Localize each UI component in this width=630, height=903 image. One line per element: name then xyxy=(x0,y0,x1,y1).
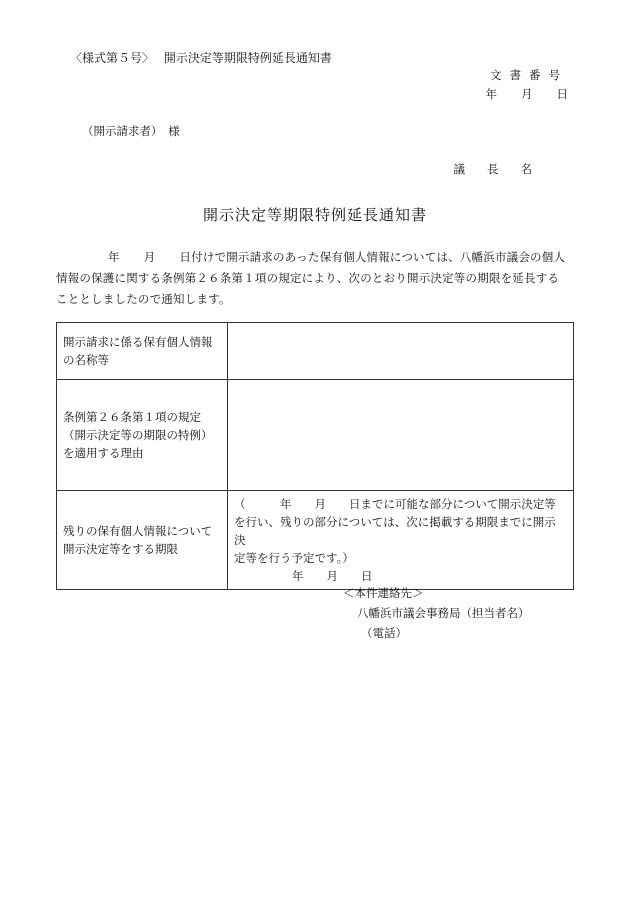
contact-phone: （電話） xyxy=(361,626,407,640)
body-year: 年 xyxy=(108,250,120,264)
row3-value xyxy=(228,491,574,590)
row3-line3: 定等を行う予定です。） xyxy=(234,551,354,565)
body-line2: 情報の保護に関する条例第２６条第１項の規定により、次のとおり開示決定等の期限を延長する xyxy=(56,271,560,285)
contact-office: 八幡浜市議会事務局（担当者名） xyxy=(357,606,530,620)
table-row xyxy=(57,323,574,380)
row3-date: 年 月 日 xyxy=(292,569,373,583)
row2-value xyxy=(228,380,574,491)
table-row xyxy=(57,491,574,590)
document-title: 開示決定等期限特例延長通知書 xyxy=(202,206,427,224)
row2-label: 条例第２６条第１項の規定（開示決定等の期限の特例）を適用する理由 xyxy=(57,380,228,491)
row3-label: 残りの保有個人情報について開示決定等をする期限 xyxy=(57,491,228,590)
contact-block xyxy=(343,583,530,643)
chair-name: 議長名 xyxy=(453,162,554,176)
row3-line1: （ 年 月 日までに可能な部分について開示決定等 xyxy=(234,497,556,511)
info-table xyxy=(56,322,574,590)
contact-heading: ＜本件連絡先＞ xyxy=(343,586,424,600)
document-number: 文書番号 xyxy=(490,68,568,82)
form-label: 〈様式第５号〉 開示決定等期限特例延長通知書 xyxy=(70,51,332,65)
addressee: （開示請求者） 様 xyxy=(82,124,180,138)
body-line1: 日付けで開示請求のあった保有個人情報については、八幡浜市議会の個人 xyxy=(179,250,566,264)
body-line3: こととしましたので通知します。 xyxy=(56,292,231,306)
body-paragraph xyxy=(56,247,576,310)
date-month: 月 xyxy=(521,87,533,101)
table-row xyxy=(57,380,574,491)
row1-label: 開示請求に係る保有個人情報の名称等 xyxy=(57,323,228,380)
date-day: 日 xyxy=(556,87,568,101)
document-date xyxy=(486,86,569,102)
body-month: 月 xyxy=(143,250,156,264)
date-year: 年 xyxy=(485,87,497,101)
row1-value xyxy=(228,323,574,380)
row3-line2: を行い、残りの部分については、次に掲載する期限までに開示決 xyxy=(234,515,556,547)
